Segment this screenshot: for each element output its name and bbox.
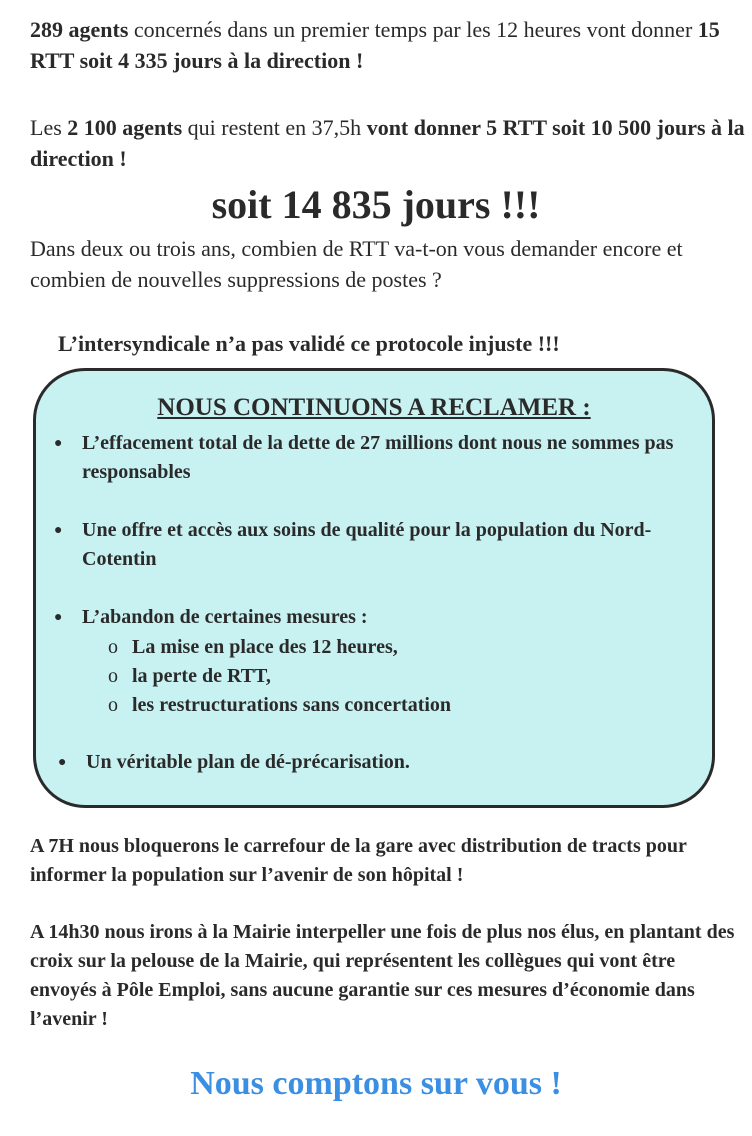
sub-item — [108, 662, 271, 691]
bullet-icon: ● — [54, 610, 63, 625]
demand-item — [54, 603, 694, 632]
bullet-icon: ● — [54, 523, 63, 538]
paragraph-agents-37h — [30, 112, 745, 174]
sub-item — [108, 633, 398, 662]
action-7h: A 7H nous bloquerons le carrefour de la gare avec distribution de tracts pour informer la population sur l’avenir de son hôpital ! — [30, 835, 687, 886]
demand-text: Une offre et accès aux soins de qualité pour la population du Nord-Cotentin — [82, 519, 652, 570]
closing-slogan: Nous comptons sur vous ! — [190, 1065, 562, 1102]
paragraph-text: qui restent en 37,5h — [182, 115, 367, 140]
demand-item — [54, 429, 694, 487]
sub-item-text: La mise en place des 12 heures, — [132, 636, 398, 658]
agents-count: 289 agents — [30, 17, 129, 42]
rtt-days-12h: 15 RTT soit 4 335 jours à la direction ! — [30, 17, 720, 73]
sub-item-text: la perte de RTT, — [132, 665, 271, 687]
circle-bullet-icon: o — [108, 665, 118, 687]
paragraph-text: concernés dans un premier temps par les 12 heures vont donner — [128, 17, 698, 42]
demands-title: NOUS CONTINUONS A RECLAMER : — [157, 394, 591, 421]
rtt-days-37h: vont donner 5 RTT soit 10 500 jours à la direction ! — [30, 115, 745, 171]
demand-text: L’abandon de certaines mesures : — [82, 606, 368, 628]
question-paragraph: Dans deux ou trois ans, combien de RTT va-t-on vous demander encore et combien de nouvelles suppressions de postes ? — [30, 236, 683, 292]
circle-bullet-icon: o — [108, 694, 118, 716]
bullet-icon: ● — [54, 436, 63, 451]
demand-text: Un véritable plan de dé-précarisation. — [86, 751, 410, 773]
total-days-heading: soit 14 835 jours !!! — [211, 182, 541, 227]
bullet-icon: ● — [58, 755, 67, 770]
demand-item — [58, 748, 698, 777]
circle-bullet-icon: o — [108, 636, 118, 658]
demand-item — [54, 516, 694, 574]
sub-item — [108, 691, 451, 720]
intersyndicale-statement: L’intersyndicale n’a pas validé ce protocole injuste !!! — [58, 331, 560, 356]
sub-item-text: les restructurations sans concertation — [132, 694, 452, 716]
demand-text: L’effacement total de la dette de 27 millions dont nous ne sommes pas responsables — [82, 432, 674, 483]
demands-box — [33, 368, 715, 808]
paragraph-text: Les — [30, 115, 68, 140]
paragraph-agents-12h — [30, 14, 745, 76]
agents-count: 2 100 agents — [67, 115, 183, 140]
action-14h30: A 14h30 nous irons à la Mairie interpeller une fois de plus nos élus, en plantant des croix sur la pelouse de la Mairie, qui représentent les collègues qui vont être envoyés à Pôle Emploi, sans aucune garantie sur ces mesures d’économie dans l’avenir ! — [30, 921, 735, 1030]
